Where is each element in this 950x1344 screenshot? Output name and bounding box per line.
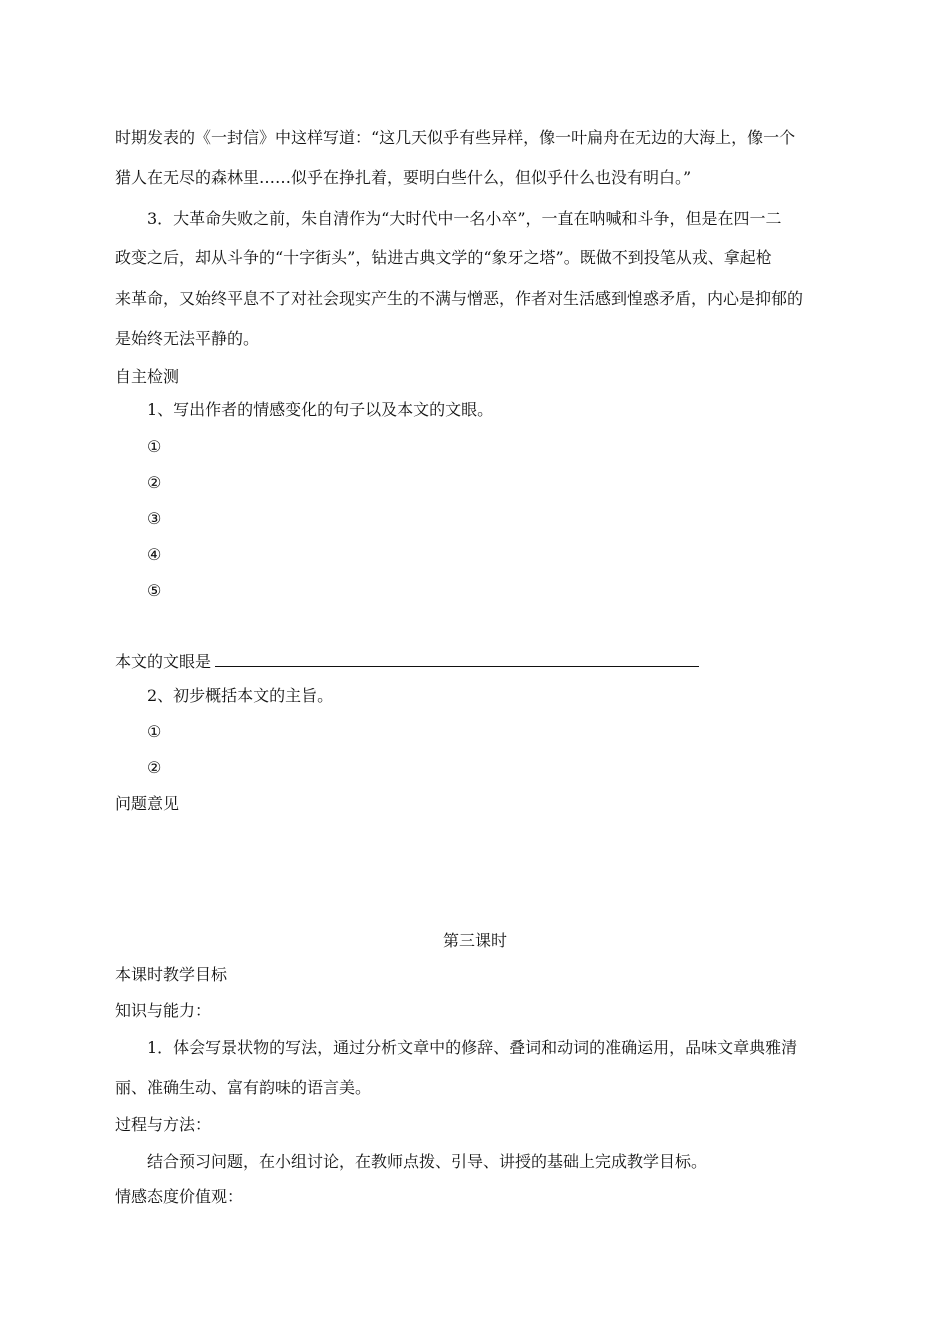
section-heading: 情感态度价值观： xyxy=(115,1187,244,1206)
answer-slot: ④ xyxy=(147,545,162,564)
answer-slot: ③ xyxy=(147,509,162,528)
paragraph-line: 来革命，又始终平息不了对社会现实产生的不满与憎恶，作者对生活感到惶惑矛盾，内心是抑郁的 xyxy=(115,289,804,308)
answer-slot: ① xyxy=(147,722,162,741)
paragraph-line: 结合预习问题，在小组讨论，在教师点拨、引导、讲授的基础上完成教学目标。 xyxy=(147,1152,708,1171)
paragraph-line: 是始终无法平静的。 xyxy=(115,329,260,348)
answer-slot: ① xyxy=(147,437,162,456)
answer-slot: ② xyxy=(147,473,162,492)
question-1: 1、写出作者的情感变化的句子以及本文的文眼。 xyxy=(147,400,494,419)
paragraph-line: 猎人在无尽的森林里……似乎在挣扎着，要明白些什么，但似乎什么也没有明白。” xyxy=(115,168,692,187)
section-heading: 本课时教学目标 xyxy=(115,965,228,984)
paragraph-line: 丽、准确生动、富有韵味的语言美。 xyxy=(115,1078,372,1097)
lesson-title: 第三课时 xyxy=(442,931,507,950)
paragraph-line: 政变之后，却从斗争的“十字街头”，钻进古典文学的“象牙之塔”。既做不到投笔从戎、拿起枪 xyxy=(115,248,772,267)
paragraph-line: 3．大革命失败之前，朱自清作为“大时代中一名小卒”，一直在呐喊和斗争，但是在四一二 xyxy=(147,209,782,228)
section-heading: 过程与方法： xyxy=(115,1115,212,1134)
section-heading: 知识与能力： xyxy=(115,1001,212,1020)
fill-in-blank-line xyxy=(215,666,699,667)
section-heading: 问题意见 xyxy=(115,794,180,813)
answer-slot: ⑤ xyxy=(147,581,162,600)
answer-slot: ② xyxy=(147,758,162,777)
paragraph-line: 1．体会写景状物的写法，通过分析文章中的修辞、叠词和动词的准确运用，品味文章典雅清 xyxy=(147,1038,798,1057)
paragraph-line: 时期发表的《一封信》中这样写道：“这几天似乎有些异样，像一叶扁舟在无边的大海上，像一个 xyxy=(115,128,796,147)
wenyan-label: 本文的文眼是 xyxy=(115,652,212,671)
question-2: 2、初步概括本文的主旨。 xyxy=(147,686,334,705)
section-heading: 自主检测 xyxy=(115,367,180,386)
